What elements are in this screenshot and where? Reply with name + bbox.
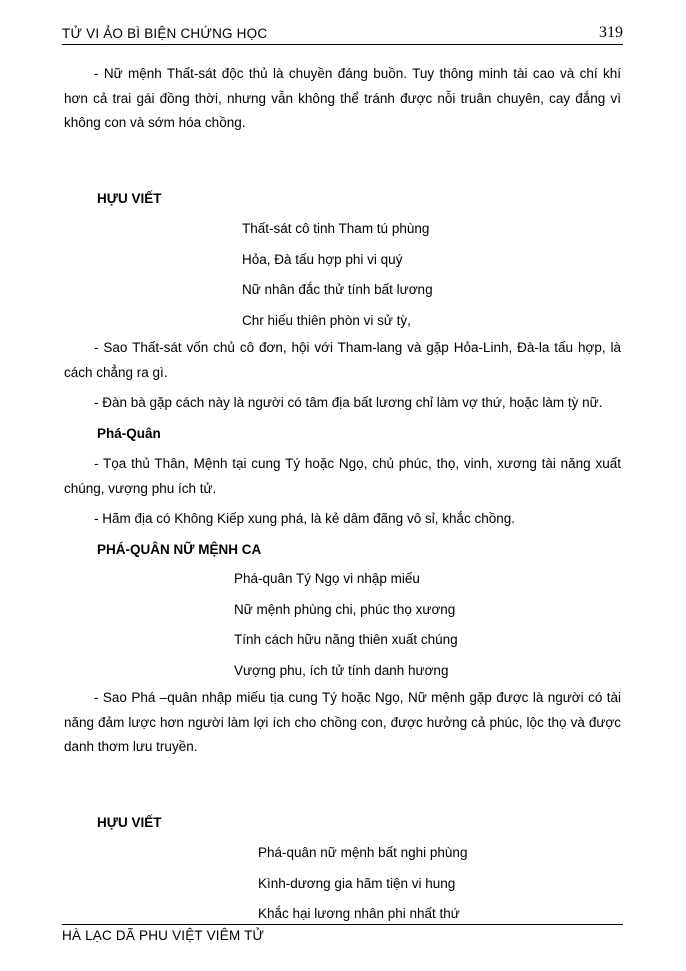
page-content <box>64 62 621 930</box>
poem-line: Khắc hại lương nhân phi nhất thứ <box>258 906 460 921</box>
poem-line: Hỏa, Đà tấu hợp phi vi quý <box>242 251 403 267</box>
poem-block <box>64 838 621 930</box>
section-heading: HỰU VIẾT <box>97 190 162 206</box>
paragraph: - Nữ mệnh Thất-sát độc thủ là chuyền đáng buồn. Tuy thông minh tài cao và chí khí hơn cả trai gái đồng thời, nhưng vẫn không thể tránh được nỗi truân chuyên, cay đắng vì không con và sớm hóa chồng. <box>64 66 621 130</box>
poem-line: Phá-quân nữ mệnh bất nghi phùng <box>258 845 468 860</box>
paragraph: - Hãm địa có Không Kiếp xung phá, là kẻ dâm đãng vô sỉ, khắc chồng. <box>94 511 516 526</box>
poem-line: Phá-quân Tý Ngọ vi nhập miếu <box>234 571 420 586</box>
poem-block <box>64 214 621 336</box>
poem-line: Nữ mệnh phùng chi, phúc thọ xương <box>234 601 456 617</box>
poem-line: Thất-sát cô tinh Tham tú phùng <box>242 221 430 236</box>
poem-line: Nữ nhân đắc thử tính bất lương <box>242 282 433 297</box>
page-footer <box>62 924 623 943</box>
page-number: 319 <box>599 24 623 41</box>
paragraph: - Sao Phá –quân nhập miếu tịa cung Tý hoặc Ngọ, Nữ mệnh gặp được là người có tài năng đảm lược hơn người làm lợi ích cho chồng con, được hưởng cả phúc, lộc thọ và được danh thơm lưu truyền. <box>64 690 621 754</box>
section-heading: HỰU VIẾT <box>97 814 162 830</box>
paragraph: - Sao Thất-sát vốn chủ cô đơn, hội với Tham-lang và gặp Hỏa-Linh, Đà-la tấu hợp, là cách chẳng ra gì. <box>64 340 621 380</box>
section-heading: PHÁ-QUÂN NỮ MỆNH CA <box>97 541 262 557</box>
book-title: TỬ VI ẢO BÌ BIỆN CHỨNG HỌC <box>62 26 268 41</box>
poem-line: Kình-dương gia hãm tiện vi hung <box>258 875 456 891</box>
poem-line: Tính cách hữu năng thiên xuất chúng <box>234 632 458 647</box>
paragraph: - Đàn bà gặp cách này là người có tâm địa bất lương chỉ làm vợ thứ, hoặc làm tỳ nữ. <box>94 395 603 410</box>
page-header <box>62 24 623 45</box>
paragraph: - Tọa thủ Thân, Mệnh tại cung Tý hoặc Ngọ, chủ phúc, thọ, vinh, xương tài năng xuất chúng, vượng phu ích tử. <box>64 456 621 496</box>
poem-block <box>64 564 621 686</box>
poem-line: Chr hiếu thiên phòn vi sử tỳ, <box>242 312 411 328</box>
poem-line: Vượng phu, ích tử tính danh hương <box>234 662 449 678</box>
footer-text: HÀ LẠC DÃ PHU VIỆT VIÊM TỬ <box>62 928 265 943</box>
section-heading: Phá-Quân <box>97 425 161 441</box>
